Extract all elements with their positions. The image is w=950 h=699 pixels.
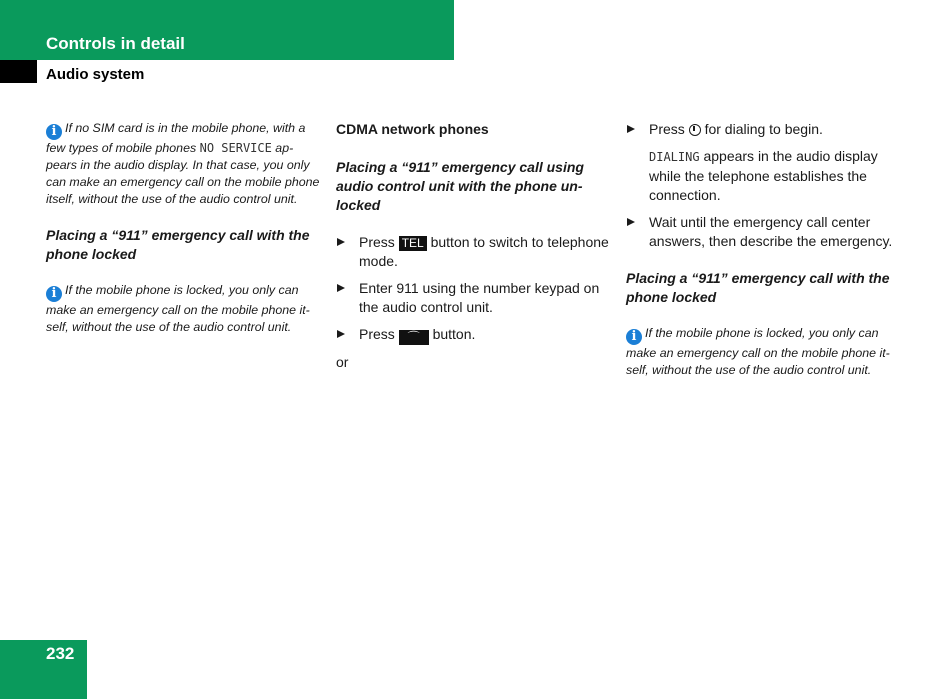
dialing-text: appears in the audio display while the telephone establishes the connection.: [649, 148, 878, 203]
step-text-after: button.: [428, 326, 476, 342]
subheading-locked: Placing a “911” emergency call with the phone locked: [46, 227, 310, 262]
section-marker: [0, 60, 37, 83]
bullet-arrow-icon: [627, 125, 635, 133]
step-text-before: Press: [359, 234, 399, 250]
subheading-unlocked: Placing a “911” emergency call using audio control unit with the phone unlocked: [336, 159, 584, 213]
column-middle: [336, 120, 610, 380]
note-text-before: If no SIM card is in the mobile phone, with a few types of mobile phones: [46, 121, 306, 155]
bullet-arrow-icon: [337, 284, 345, 292]
chapter-title: Controls in detail: [46, 34, 185, 53]
bullet-arrow-icon: [337, 238, 345, 246]
tel-key: TEL: [399, 236, 427, 251]
section-title: Audio system: [46, 66, 145, 83]
step-text-before: Press: [649, 121, 689, 137]
step-text: Wait until the emergency call center answers, then describe the emergency.: [649, 214, 893, 249]
info-note-no-sim: [46, 120, 320, 208]
bullet-arrow-icon: [627, 218, 635, 226]
column-right: [626, 120, 906, 397]
phone-handset-icon: ⌒: [399, 330, 429, 345]
step-press-dial: [626, 120, 906, 139]
subheading-locked: Placing a “911” emergency call with the phone locked: [626, 270, 890, 305]
info-icon: i: [46, 124, 62, 140]
step-text-before: Press: [359, 326, 399, 342]
info-icon: i: [46, 286, 62, 302]
bullet-arrow-icon: [337, 330, 345, 338]
step-text: Enter 911 using the number keypad on the audio control unit.: [359, 280, 600, 315]
or-text: or: [336, 354, 349, 370]
column-left: [46, 120, 320, 354]
note-text: If the mobile phone is locked, you only can make an emergency call on the mobile phone itself, without the use of the audio control unit.: [46, 283, 310, 334]
step-text-after: for dialing to begin.: [700, 121, 823, 137]
step-wait: [626, 213, 906, 251]
display-text-no-service: NO SERVICE: [199, 141, 272, 155]
heading-cdma: CDMA network phones: [336, 121, 489, 137]
info-note-locked: [626, 325, 906, 379]
step-text-after: button to switch to telephone mode.: [359, 234, 609, 269]
note-text-after: appears in the audio display. In that case, you only can make an emergency call on the mobile phone itself, without the use of the audio control unit.: [46, 141, 320, 206]
dialing-explanation: [626, 147, 906, 205]
dial-knob-icon: [689, 124, 701, 136]
info-note-locked: [46, 282, 320, 336]
step-press-tel: [336, 233, 610, 271]
display-text-dialing: DIALING: [649, 150, 700, 164]
step-press-phone: [336, 325, 610, 345]
info-icon: i: [626, 329, 642, 345]
note-text: If the mobile phone is locked, you only can make an emergency call on the mobile phone itself, without the use of the audio control unit.: [626, 326, 890, 377]
step-enter-911: [336, 279, 610, 317]
page-number: 232: [46, 644, 75, 663]
